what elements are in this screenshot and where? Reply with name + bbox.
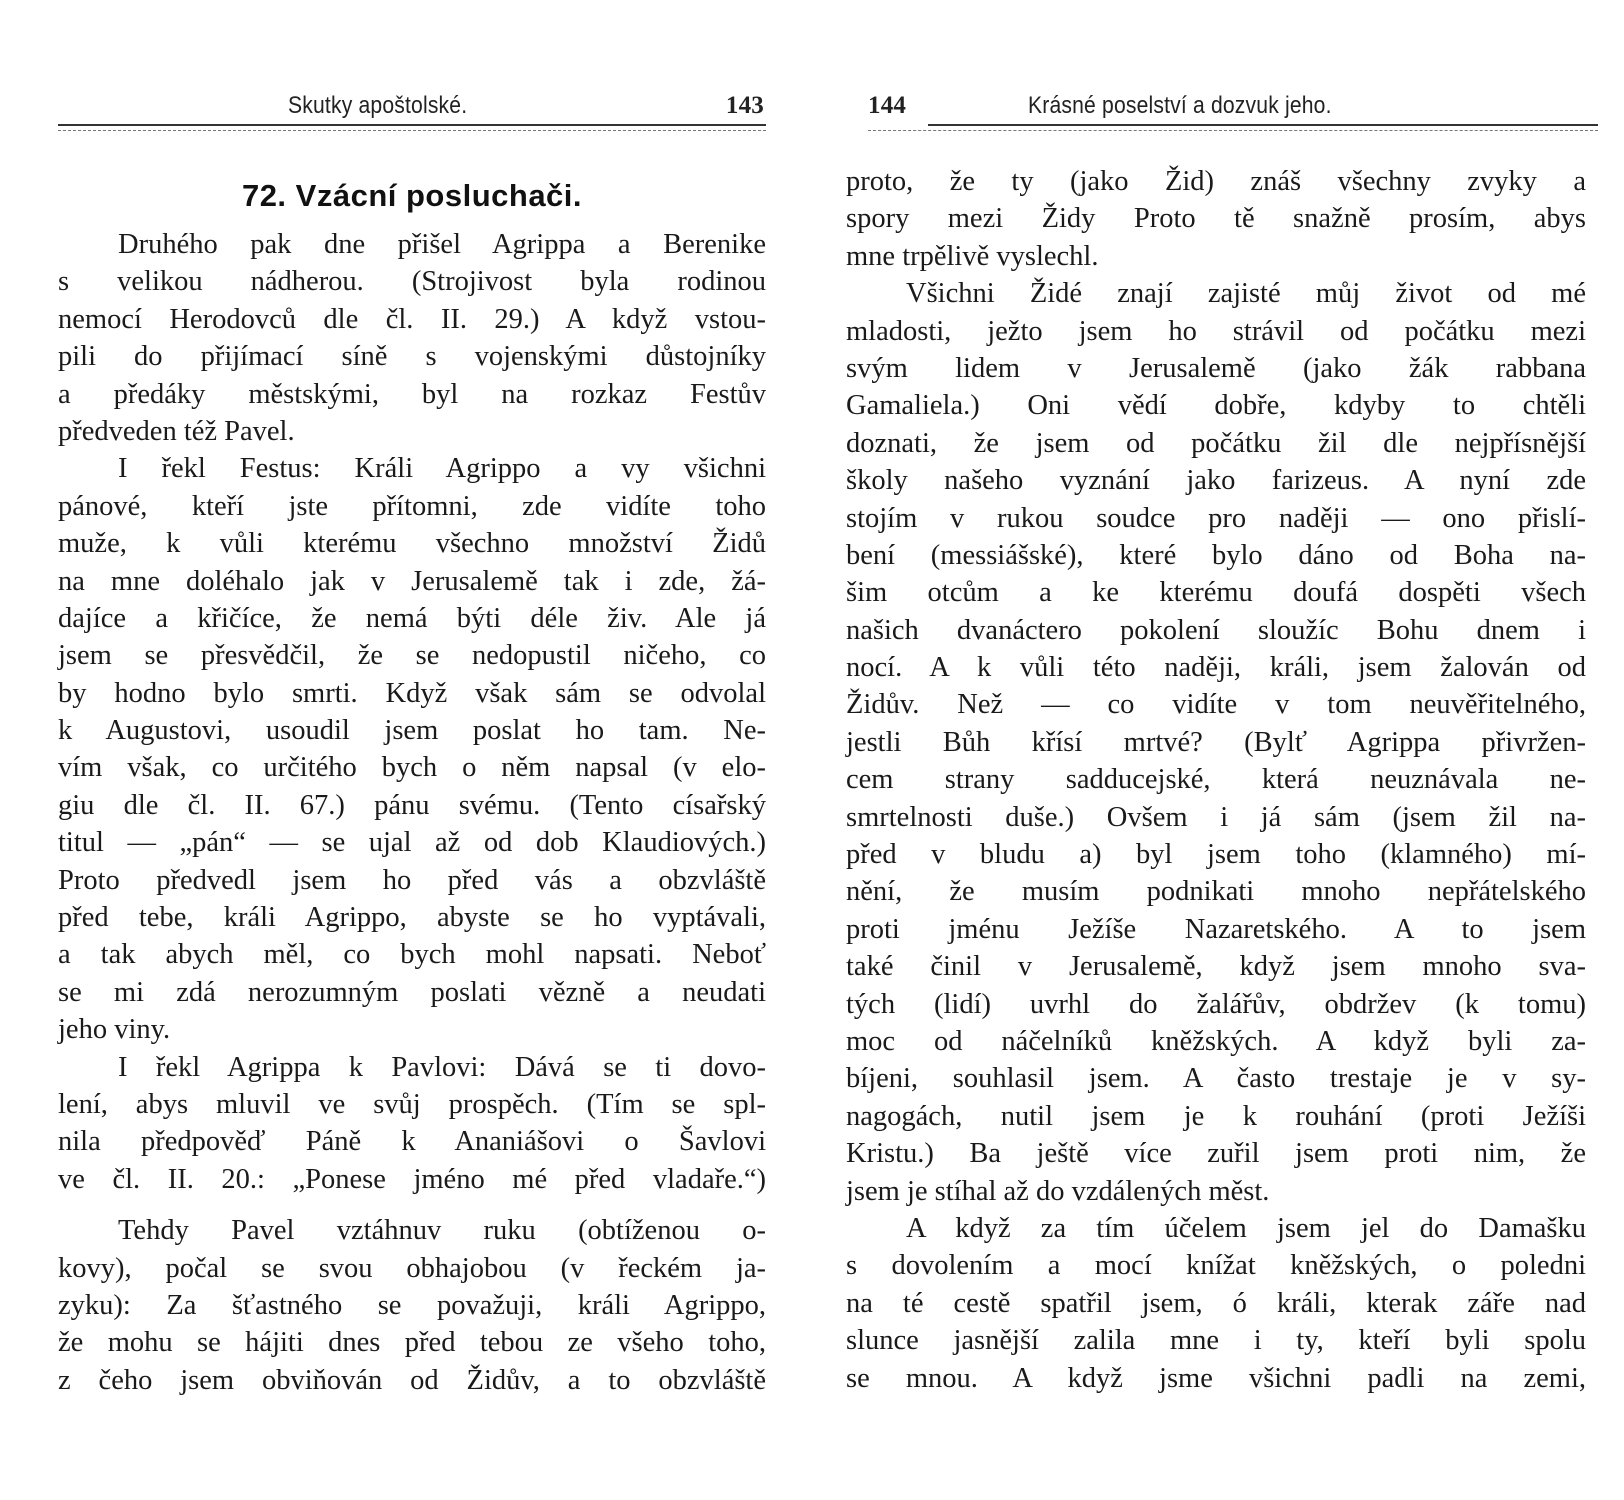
header-rule-dashed <box>58 130 766 131</box>
text-line: zyku): Za šťastného se považuji, králi Agrippo, <box>58 1289 766 1321</box>
text-line: jsem je stíhal až do vzdálených měst. <box>846 1175 1270 1207</box>
header-rule <box>58 124 766 126</box>
text-line: moc od náčelníků kněžských. A když byli za- <box>846 1025 1586 1057</box>
header-rule <box>928 124 1598 126</box>
text-line: proti jménu Ježíše Nazaretského. A to jsem <box>846 913 1586 945</box>
running-head-title: Krásné poselství a dozvuk jeho. <box>1028 92 1332 119</box>
text-line: ve čl. II. 20.: „Ponese jméno mé před vladaře.“) <box>58 1163 766 1195</box>
left-page <box>58 0 766 1500</box>
page-number: 143 <box>725 92 764 119</box>
text-line: lení, abys mluvil ve svůj prospěch. (Tím se spl- <box>58 1088 766 1120</box>
body-text <box>846 163 1586 1397</box>
text-line: na té cestě spatřil jsem, ó králi, kterak záře nad <box>846 1287 1586 1319</box>
text-line: Kristu.) Ba ještě více zuřil jsem proti nim, že <box>846 1138 1586 1170</box>
text-line: nagogách, nutil jsem je k rouhání (proti Ježíši <box>846 1100 1586 1132</box>
text-line: Proto předvedl jsem ho před vás a obzvláště <box>58 864 766 896</box>
text-line: dajíce a křičíce, že nemá býti déle živ. Ale já <box>58 602 766 634</box>
text-line: Druhého pak dne přišel Agrippa a Berenike <box>118 229 766 260</box>
text-line: smrtelnosti duše.) Ovšem i já sám (jsem žil na- <box>846 801 1586 833</box>
text-line: našich dvanáctero pokolení sloužíc Bohu dnem i <box>846 614 1586 646</box>
text-line: a tak abych měl, co bych mohl napsati. Neboť <box>58 939 766 971</box>
text-line: nocí. A k vůli této naději, králi, jsem žalován od <box>846 652 1586 684</box>
text-line: před tebe, králi Agrippo, abyste se ho vyptávali, <box>58 902 766 934</box>
paragraph <box>58 450 766 1048</box>
text-line: z čeho jsem obviňován od Židův, a to obzvláště <box>58 1364 766 1396</box>
text-line: titul — „pán“ — se ujal až od dob Klaudiových.) <box>58 827 766 859</box>
text-line: Židův. Než — co vidíte v tom neuvěřitelného, <box>846 689 1586 721</box>
text-line: svým lidem v Jerusalemě (jako žák rabbana <box>846 352 1586 384</box>
text-line: šim otcům a ke kterému doufá dospěti všech <box>846 577 1586 609</box>
paragraph <box>58 226 766 450</box>
text-line: proto, že ty (jako Žid) znáš všechny zvyky a <box>846 166 1586 197</box>
text-line: nila předpověď Páně k Ananiášovi o Šavlovi <box>58 1126 766 1158</box>
text-line: s dovolením a mocí knížat kněžských, o poledni <box>846 1250 1586 1282</box>
text-line: školy našeho vyznání jako farizeus. A nyní zde <box>846 465 1586 497</box>
paragraph-spacer <box>58 1198 766 1212</box>
paragraph <box>58 1049 766 1199</box>
text-line: také činil v Jerusalemě, když jsem mnoho sva- <box>846 951 1586 983</box>
page-number: 144 <box>868 92 907 119</box>
text-line: pili do přijímací síně s vojenskými důstojníky <box>58 341 766 373</box>
text-line: mne trpělivě vyslechl. <box>846 240 1099 272</box>
text-line: by hodno bylo smrti. Když však sám se odvolal <box>58 677 766 709</box>
text-line: vím však, co určitého bych o něm napsal (v elo- <box>58 752 766 784</box>
text-line: I řekl Festus: Králi Agrippo a vy všichni <box>118 453 766 485</box>
text-line: tých (lidí) uvrhl do žalářův, obdržev (k tomu) <box>846 988 1586 1020</box>
text-line: předveden též Pavel. <box>58 415 295 447</box>
chapter-title: 72. Vzácní posluchači. <box>241 178 583 213</box>
text-line: cem strany sadducejské, která neuznávala ne- <box>846 764 1586 796</box>
right-page <box>846 0 1588 1500</box>
text-line: před v bludu a) byl jsem toho (klamného) mí- <box>846 839 1586 871</box>
text-line: jestli Bůh křísí mrtvé? (Bylť Agrippa přivržen- <box>846 726 1586 758</box>
text-line: Všichni Židé znají zajisté můj život od mé <box>906 278 1586 310</box>
text-line: stojím v rukou soudce pro naději — ono přislí- <box>846 502 1586 534</box>
text-line: jeho viny. <box>58 1014 171 1046</box>
text-line: jsem se přesvědčil, že se nedopustil ničeho, co <box>58 640 766 672</box>
text-line: slunce jasnější zalila mne i ty, kteří byli spolu <box>846 1325 1586 1357</box>
paragraph <box>846 163 1586 275</box>
running-head <box>868 92 1588 122</box>
paragraph <box>846 275 1586 1210</box>
paragraph <box>58 1212 766 1399</box>
text-line: doznati, že jsem od počátku žil dle nejpřísnější <box>846 427 1586 459</box>
text-line: muže, k vůli kterému všechno množství Židů <box>58 528 766 560</box>
text-line: nění, že musím podnikati mnoho nepřátelského <box>846 876 1586 908</box>
text-line: a předáky městskými, byl na rozkaz Festův <box>58 378 766 410</box>
body-text <box>58 226 766 1399</box>
header-rule-dashed <box>868 130 1598 131</box>
text-line: bíjeni, souhlasil jsem. A často trestaje je v sy- <box>846 1063 1586 1095</box>
text-line: giu dle čl. II. 67.) pánu svému. (Tento císařský <box>58 789 766 821</box>
text-line: pánové, kteří jste přítomni, zde vidíte toho <box>58 490 766 522</box>
text-line: spory mezi Židy Proto tě snažně prosím, abys <box>846 203 1586 235</box>
text-line: I řekl Agrippa k Pavlovi: Dává se ti dovo- <box>118 1051 766 1083</box>
text-line: Tehdy Pavel vztáhnuv ruku (obtíženou o- <box>118 1215 766 1247</box>
text-line: kovy), počal se svou obhajobou (v řeckém ja- <box>58 1252 766 1284</box>
text-line: s velikou nádherou. (Strojivost byla rodinou <box>58 266 766 298</box>
running-head <box>58 92 766 122</box>
text-line: že mohu se hájiti dnes před tebou ze všeho toho, <box>58 1327 766 1359</box>
text-line: bení (messiášské), které bylo dáno od Boha na- <box>846 539 1586 571</box>
text-line: se mnou. A když jsme všichni padli na zemi, <box>846 1362 1586 1394</box>
running-head-title: Skutky apoštolské. <box>288 92 468 119</box>
text-line: Gamaliela.) Oni vědí dobře, kdyby to chtěli <box>846 390 1586 422</box>
text-line: se mi zdá nerozumným poslati vězně a neudati <box>58 976 766 1008</box>
text-line: A když za tím účelem jsem jel do Damašku <box>906 1212 1586 1244</box>
paragraph <box>846 1210 1586 1397</box>
text-line: nemocí Herodovců dle čl. II. 29.) A když vstou- <box>58 303 766 335</box>
text-line: k Augustovi, usoudil jsem poslat ho tam. Ne- <box>58 715 766 747</box>
text-line: na mne doléhalo jak v Jerusalemě tak i zde, žá- <box>58 565 766 597</box>
text-line: mladosti, ježto jsem ho strávil od počátku mezi <box>846 315 1586 347</box>
